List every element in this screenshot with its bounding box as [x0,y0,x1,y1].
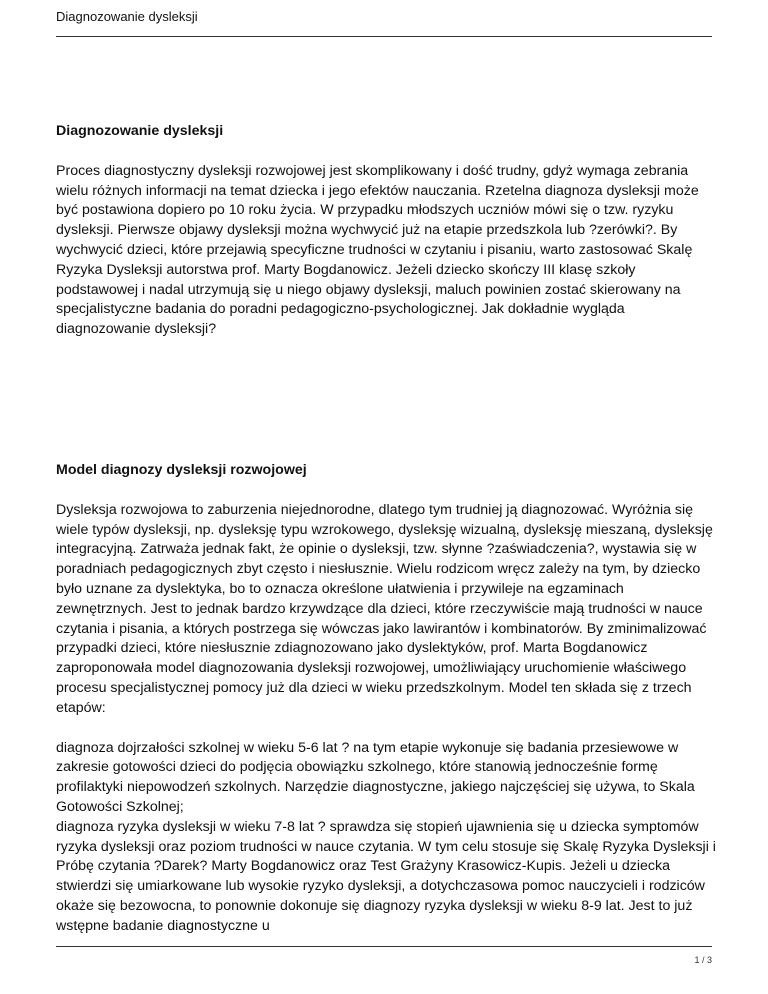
section-model-diagnozy [56,461,716,937]
header-divider [56,36,712,37]
footer-divider [56,946,712,947]
section-diagnozowanie [56,122,716,340]
page-content [56,122,716,934]
list-item: diagnoza ryzyka dysleksji w wieku 7-8 lat ? sprawdza się stopień ujawnienia się u dziecka symptomów ryzyka dysleksji oraz poziom trudności w nauce czytania. W tym celu stosuje się Skalę Ryzyka Dysleksji i Próbę czytania ?Darek? Marty Bogdanowicz oraz Test Grażyny Krasowicz-Kupis. Jeżeli u dziecka stwierdzi się umiarkowane lub wysokie ryzyko dysleksji, a dotychczasowa pomoc nauczycieli i rodziców okaże się bezowocna, to ponownie dokonuje się diagnozy ryzyka dysleksji w wieku 8-9 lat. Jest to już wstępne badanie diagnostyczne u [56,818,716,934]
page-number: 1 / 3 [694,955,712,965]
section-heading: Model diagnozy dysleksji rozwojowej [56,462,307,478]
stages-list [56,739,716,937]
list-item: diagnoza dojrzałości szkolnej w wieku 5-6 lat ? na tym etapie wykonuje się badania przesiewowe w zakresie gotowości dzieci do podjęcia obowiązku szkolnego, które stanowią jednocześnie formę profilaktyki niepowodzeń szkolnych. Narzędzie diagnostyczne, jakiego najczęściej się używa, to Skala Gotowości Szkolnej; [56,739,695,815]
running-header-title: Diagnozowanie dysleksji [56,9,198,24]
section-paragraph: Proces diagnostyczny dysleksji rozwojowej jest skomplikowany i dość trudny, gdyż wymaga zebrania wielu różnych informacji na temat dziecka i jego efektów nauczania. Rzetelna diagnoza dysleksji może być postawiona dopiero po 10 roku życia. W przypadku młodszych uczniów mówi się o tzw. ryzyku dysleksji. Pierwsze objawy dysleksji można wychwycić już na etapie przedszkola lub ?zerówki?. By wychwycić dzieci, które przejawią specyficzne trudności w czytaniu i pisaniu, warto zastosować Skalę Ryzyka Dysleksji autorstwa prof. Marty Bogdanowicz. Jeżeli dziecko skończy III klasę szkoły podstawowej i nadal utrzymują się u niego objawy dysleksji, maluch powinien zostać skierowany na specjalistyczne badania do poradni pedagogiczno-psychologicznej. Jak dokładnie wygląda diagnozowanie dysleksji? [56,162,699,338]
section-heading: Diagnozowanie dysleksji [56,123,224,139]
section-paragraph: Dysleksja rozwojowa to zaburzenia niejednorodne, dlatego tym trudniej ją diagnozować. Wyróżnia się wiele typów dysleksji, np. dysleksję typu wzrokowego, dysleksję wizualną, dysleksję mieszaną, dysleksję integracyjną. Zatrważa jednak fakt, że opinie o dysleksji, tzw. słynne ?zaświadczenia?, wystawia się w poradniach pedagogicznych zbyt często i niesłusznie. Wielu rodzicom wręcz zależy na tym, by dziecko było uznane za dyslektyka, bo to oznacza określone ułatwienia i przywileje na egzaminach zewnętrznych. Jest to jednak bardzo krzywdzące dla dzieci, które rzeczywiście mają trudności w nauce czytania i pisania, a których postrzega się wówczas jako lawirantów i kombinatorów. By zminimalizować przypadki dzieci, które niesłusznie zdiagnozowano jako dyslektyków, prof. Marta Bogdanowicz zaproponowała model diagnozowania dysleksji rozwojowej, umożliwiający uruchomienie właściwego procesu specjalistycznej pomocy już dla dzieci w wieku przedszkolnym. Model ten składa się z trzech etapów: [56,501,713,716]
